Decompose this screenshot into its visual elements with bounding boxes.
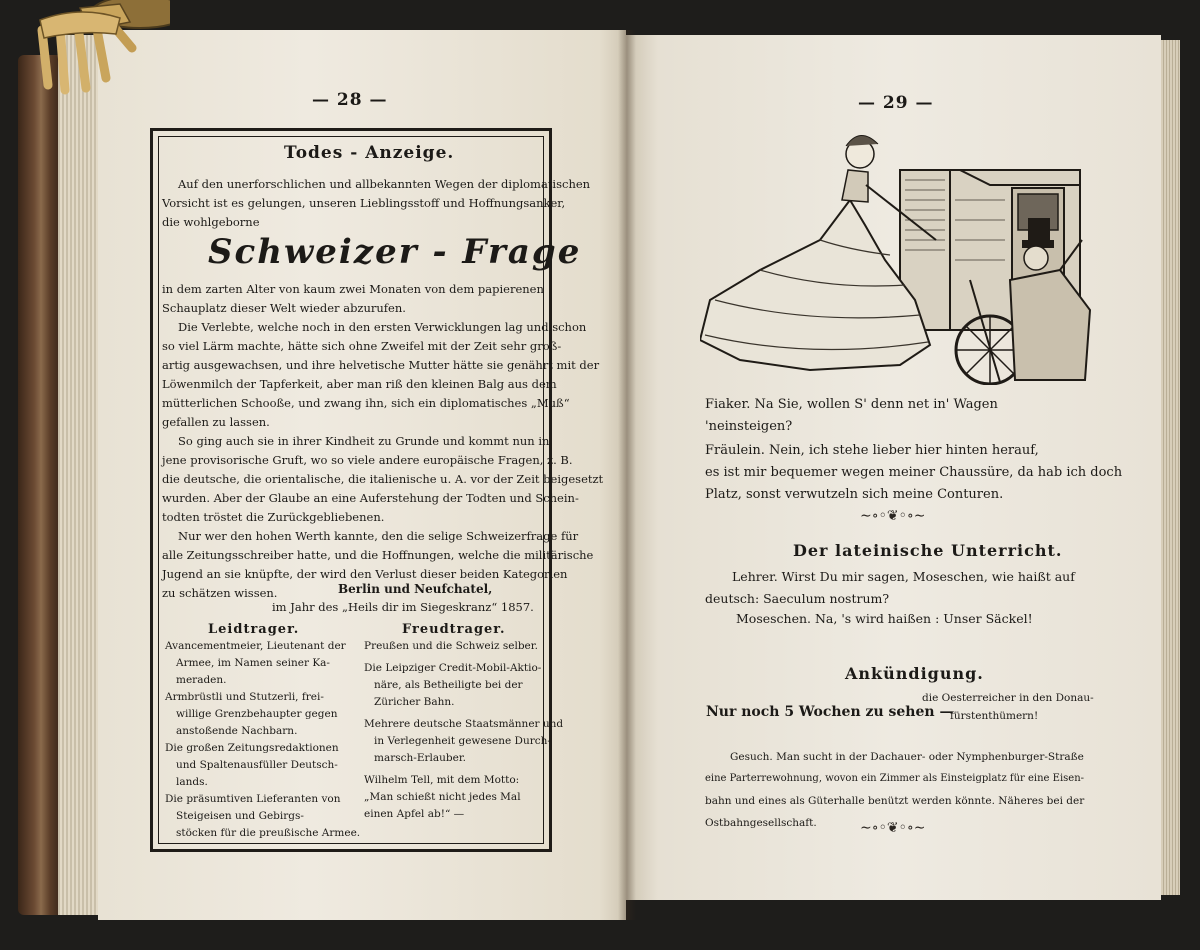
gesuch-line: Ostbahngesellschaft.	[705, 817, 817, 829]
announcement-side: fürstenthümern!	[950, 710, 1039, 722]
book-gutter	[618, 30, 636, 920]
coachman-hat	[1028, 218, 1050, 242]
mourners-line: Armee, im Namen seiner Ka-	[176, 657, 330, 669]
mourners-line: Avancementmeier, Lieutenant der	[165, 640, 346, 652]
notice-para-line: Schauplatz dieser Welt wieder abzurufen.	[162, 301, 406, 315]
mourners-line: Die großen Zeitungsredaktionen	[165, 742, 339, 754]
notice-heading: Todes - Anzeige.	[284, 143, 455, 163]
mourners-line: und Spaltenausfüller Deutsch-	[176, 759, 338, 771]
notice-intro-line: Vorsicht ist es gelungen, unseren Lieblingsstoff und Hoffnungsanker,	[162, 196, 566, 210]
notice-para-line: in dem zarten Alter von kaum zwei Monaten von dem papierenen	[162, 282, 544, 296]
dialog-line: 'neinsteigen?	[705, 419, 793, 434]
mourners-line: anstoßende Nachbarn.	[176, 725, 298, 737]
rejoicers-line: marsch-Erlauber.	[374, 752, 467, 764]
section-heading-announcement: Ankündigung.	[845, 664, 984, 683]
notice-intro-line: die wohlgeborne	[162, 215, 260, 229]
dialog-line: Lehrer. Wirst Du mir sagen, Moseschen, wie haißt auf	[732, 569, 1075, 584]
announcement-main: Nur noch 5 Wochen zu sehen —	[706, 704, 954, 720]
coachman-head	[1024, 246, 1048, 270]
rejoicers-line: Die Leipziger Credit-Mobil-Aktio-	[364, 662, 542, 674]
lady-bodice	[842, 170, 868, 202]
notice-intro-line: Auf den unerforschlichen und allbekannten Wegen der diplomatischen	[178, 177, 591, 191]
dialog-line: Fiaker. Na Sie, wollen S' denn net in' Wagen	[705, 397, 998, 412]
gesuch-line: Gesuch. Man sucht in der Dachauer- oder Nymphenburger-Straße	[730, 751, 1084, 763]
notice-place: Berlin und Neufchatel,	[338, 582, 493, 596]
notice-para-line: mütterlichen Schooße, und zwang ihn, sich ein diplomatisches „Muß“	[162, 396, 570, 410]
notice-para-line: artig ausgewachsen, und ihre helvetische Mutter hätte sie genährt mit der	[162, 358, 600, 372]
dialog-line: deutsch: Saeculum nostrum?	[705, 591, 890, 606]
page-number-right: — 29 —	[858, 93, 934, 113]
notice-para-line: Die Verlebte, welche noch in den ersten Verwicklungen lag und schon	[178, 320, 587, 334]
mourners-line: stöcken für die preußische Armee.	[176, 827, 361, 839]
notice-para-line: Jugend an sie knüpfte, der wird den Verlust dieser beiden Kategorien	[162, 567, 568, 581]
notice-para-line: todten tröstet die Zurückgebliebenen.	[162, 510, 385, 524]
notice-para-line: jene provisorische Gruft, wo so viele andere europäische Fragen, z. B.	[162, 453, 573, 467]
rejoicers-line: Preußen und die Schweiz selber.	[364, 640, 538, 652]
ornament-divider: ∼∘◦❦◦∘∼	[860, 820, 926, 836]
mourners-line: meraden.	[176, 674, 227, 686]
notice-para-line: zu schätzen wissen.	[162, 586, 278, 600]
rejoicers-line: näre, als Betheiligte bei der	[374, 679, 523, 691]
brass-hand-clip	[20, 0, 170, 95]
notice-para-line: Löwenmilch der Tapferkeit, aber man riß den kleinen Balg aus dem	[162, 377, 557, 391]
notice-big-title: Schweizer - Frage	[208, 232, 582, 272]
notice-para-line: wurden. Aber der Glaube an eine Auferstehung der Todten und Schein-	[162, 491, 579, 505]
dialog-line: Moseschen. Na, 's wird haißen : Unser Säckel!	[736, 611, 1033, 626]
rejoicers-line: in Verlegenheit gewesene Durch-	[374, 735, 551, 747]
notice-date-line: im Jahr des „Heils dir im Siegeskranz“ 1857.	[272, 600, 534, 614]
mourners-line: willige Grenzbehaupter gegen	[176, 708, 338, 720]
notice-para-line: Nur wer den hohen Werth kannte, den die selige Schweizerfrage für	[178, 529, 579, 543]
dialog-line: Fräulein. Nein, ich stehe lieber hier hinten herauf,	[705, 443, 1039, 458]
ornament-divider: ∼∘◦❦◦∘∼	[860, 508, 926, 524]
mourners-line: lands.	[176, 776, 208, 788]
rejoicers-line: Wilhelm Tell, mit dem Motto:	[364, 774, 520, 786]
mourners-heading: Leidtrager.	[208, 622, 300, 637]
announcement-side: die Oesterreicher in den Donau-	[922, 692, 1094, 704]
mourners-line: Armbrüstli und Stutzerli, frei-	[165, 691, 324, 703]
notice-para-line: so viel Lärm machte, hätte sich ohne Zweifel mit der Zeit sehr groß-	[162, 339, 562, 353]
dialog-line: Platz, sonst verwutzeln sich meine Conturen.	[705, 487, 1004, 502]
mourners-line: Steigeisen und Gebirgs-	[176, 810, 304, 822]
rejoicers-heading: Freudtrager.	[402, 622, 506, 637]
page-number-left: — 28 —	[312, 90, 388, 110]
section-heading-latin: Der lateinische Unterricht.	[793, 541, 1063, 560]
rejoicers-line: Züricher Bahn.	[374, 696, 455, 708]
gesuch-line: eine Parterrewohnung, wovon ein Zimmer als Einsteigplatz für eine Eisen-	[705, 773, 1085, 784]
rejoicers-line: „Man schießt nicht jedes Mal	[364, 791, 521, 803]
dialog-line: es ist mir bequemer wegen meiner Chaussüre, da hab ich doch	[705, 465, 1123, 480]
woodcut-illustration	[700, 130, 1095, 385]
rejoicers-line: einen Apfel ab!“ —	[364, 808, 465, 820]
notice-para-line: alle Zeitungsschreiber hatte, und die Hoffnungen, welche die militärische	[162, 548, 594, 562]
notice-para-line: die deutsche, die orientalische, die italienische u. A. vor der Zeit beigesetzt	[162, 472, 604, 486]
page-edges-right	[1158, 40, 1180, 895]
rejoicers-line: Mehrere deutsche Staatsmänner und	[364, 718, 564, 730]
notice-para-line: So ging auch sie in ihrer Kindheit zu Grunde und kommt nun in	[178, 434, 550, 448]
gesuch-line: bahn und eines als Güterhalle benützt werden könnte. Näheres bei der	[705, 795, 1085, 807]
mourners-line: Die präsumtiven Lieferanten von	[165, 793, 341, 805]
notice-para-line: gefallen zu lassen.	[162, 415, 270, 429]
